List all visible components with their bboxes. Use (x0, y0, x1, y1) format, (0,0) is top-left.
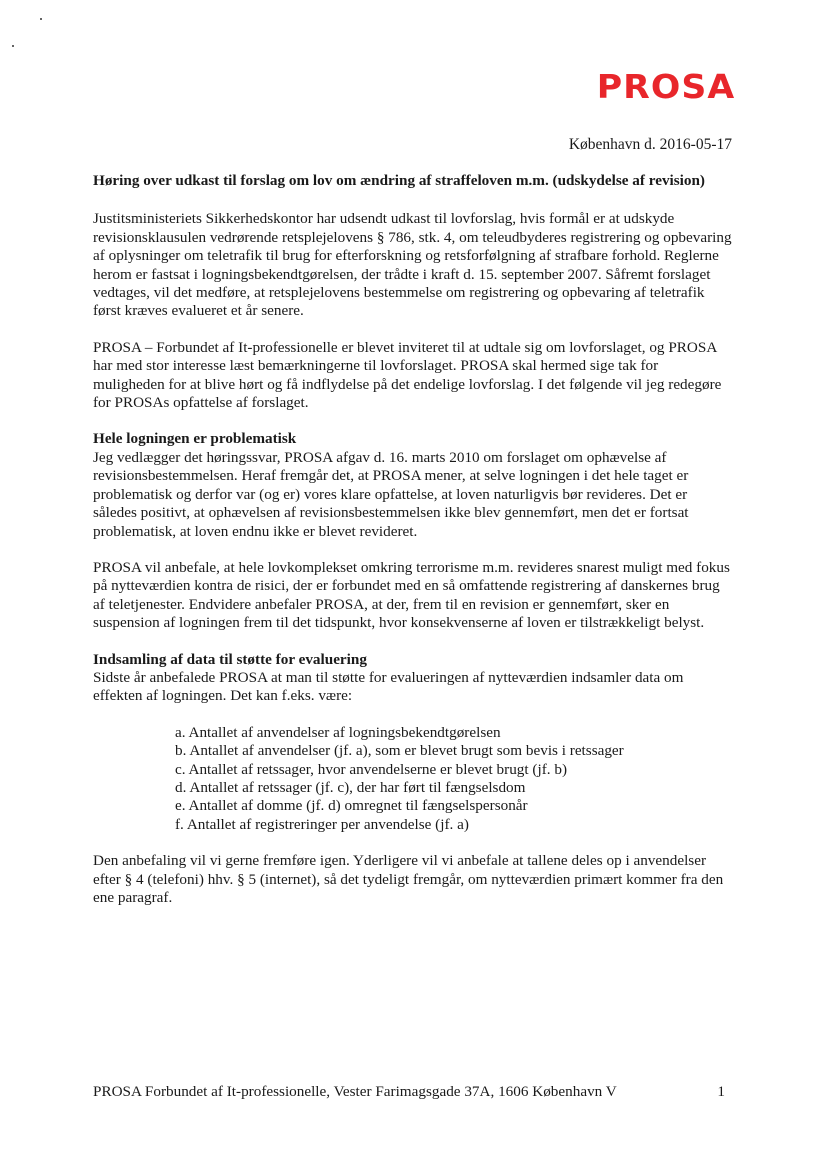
recommendation-paragraph: PROSA vil anbefale, at hele lovkomplekset omkring terrorisme m.m. revideres snarest muligt med fokus på nytteværdien kontra de risici, der er forbundet med en så omfattende registrering af danskernes brug af teletjenester. Endvidere anbefaler PROSA, at der, frem til en revision er gennemført, sker en suspension af logningen frem til det tidspunkt, hvor konsekvenserne af loven er tilstrækkeligt belyst. (93, 558, 730, 632)
letter-body (93, 172, 733, 925)
footer-address: PROSA Forbundet af It-professionelle, Vester Farimagsgade 37A, 1606 København V (93, 1083, 617, 1100)
list-item: c. Antallet af retssager, hvor anvendelserne er blevet brugt (jf. b) (175, 760, 567, 778)
list-item: b. Antallet af anvendelser (jf. a), som er blevet brugt som bevis i retssager (175, 742, 624, 760)
place-date: København d. 2016-05-17 (568, 136, 732, 153)
list-item: f. Antallet af registreringer per anvendelse (jf. a) (175, 815, 469, 833)
scan-speck (40, 18, 42, 20)
prosa-logo-wordmark: PROSA (596, 66, 736, 106)
intro-paragraph: Justitsministeriets Sikkerhedskontor har udsendt udkast til lovforslag, hvis formål er at udskyde revisionsklausulen vedrørende retsplejelovens § 786, stk. 4, om teleudbyderes registrering og opbevaring af oplysninger om teletrafik til brug for efterforskning og retsforfølgning af strafbare forhold. Reglerne herom er fastsat i logningsbekendtgørelsen, der trådte i kraft d. 15. september 2007. Såfremt forslaget vedtages, vil det medføre, at retsplejelovens bestemmelse om registrering og opbevaring af teletrafik først kræves evalueret et år senere. (93, 210, 732, 320)
section-heading-data-collection: Indsamling af data til støtte for evaluering (93, 650, 367, 668)
closing-paragraph: Den anbefaling vil vi gerne fremføre igen. Yderligere vil vi anbefale at tallene deles op i anvendelser efter § 4 (telefoni) hhv. § 5 (internet), så det tydeligt fremgår, om nytteværdien primært kommer fra den ene paragraf. (93, 852, 724, 906)
invitation-paragraph: PROSA – Forbundet af It-professionelle er blevet inviteret til at udtale sig om lovforslaget, og PROSA har med stor interesse læst bemærkningerne til lovforslaget. PROSA skal hermed sige tak for muligheden for at blive hørt og få indflydelse på det endelige lovforslag. I det følgende vil jeg redegøre for PROSAs opfattelse af forslaget. (93, 338, 722, 412)
section-paragraph: Sidste år anbefalede PROSA at man til støtte for evalueringen af nytteværdien indsamler data om effekten af logningen. Det kan f.eks. være: (93, 668, 684, 705)
section-paragraph: Jeg vedlægger det høringssvar, PROSA afgav d. 16. marts 2010 om forslaget om ophævelse af revisionsbestemmelsen. Heraf fremgår det, at PROSA mener, at selve logningen i det hele taget er problematisk og derfor var (og er) vores klare opfattelse, at loven naturligvis bør revideres. Det er således positivt, at ophævelsen af revisionsbestemmelsen ikke blev gennemført, men det er fortsat problematisk, at loven endnu ikke er blevet revideret. (93, 448, 689, 540)
prosa-logo (596, 66, 736, 106)
scan-speck (12, 45, 14, 47)
list-item: d. Antallet af retssager (jf. c), der har ført til fængselsdom (175, 778, 526, 796)
document-title: Høring over udkast til forslag om lov om ændring af straffeloven m.m. (udskydelse af revision) (93, 172, 705, 189)
data-points-list (175, 724, 733, 834)
section-heading-logging: Hele logningen er problematisk (93, 430, 297, 448)
page-number: 1 (717, 1083, 725, 1100)
list-item: e. Antallet af domme (jf. d) omregnet til fængselspersonår (175, 797, 528, 815)
list-item: a. Antallet af anvendelser af logningsbekendtgørelsen (175, 723, 501, 741)
